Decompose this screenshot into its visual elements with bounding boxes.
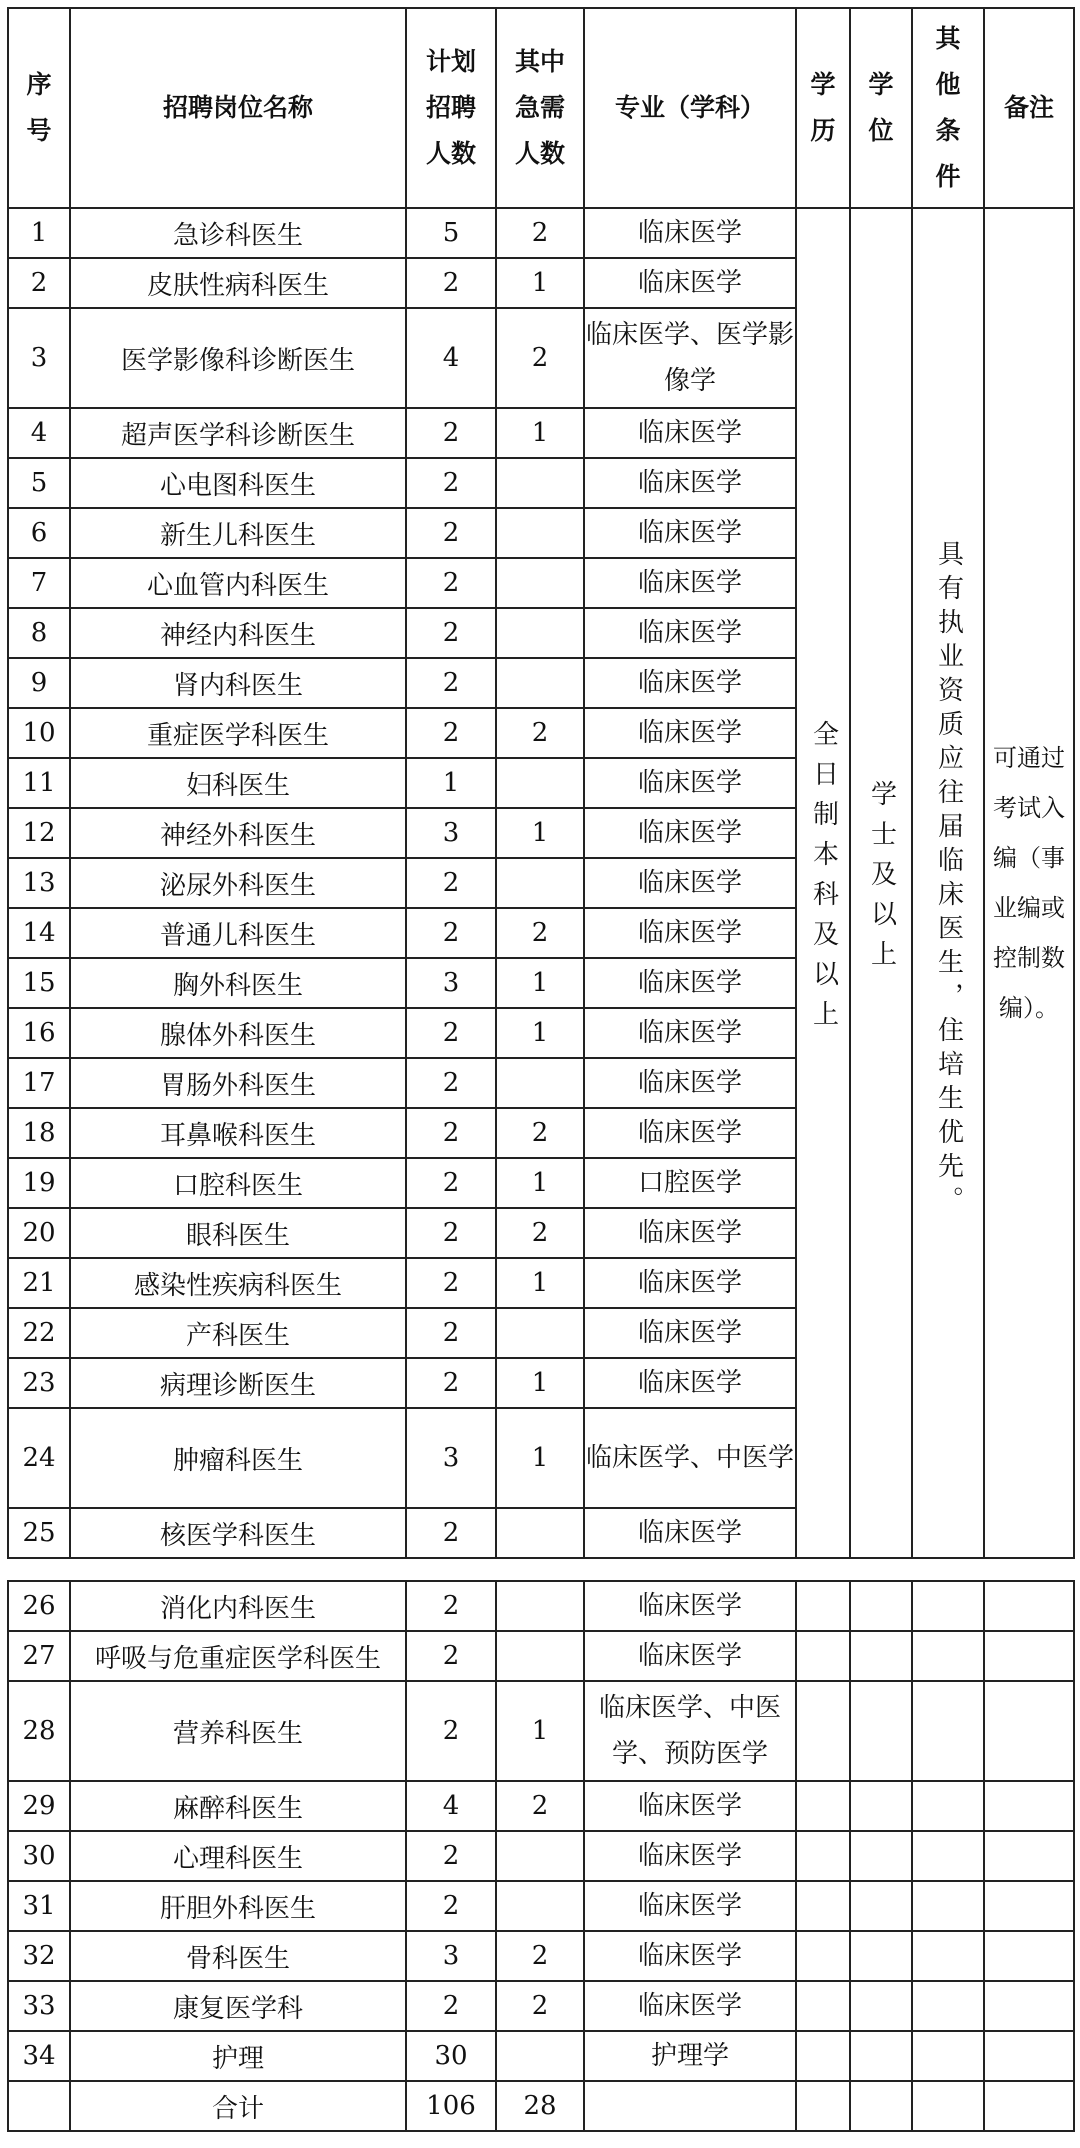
row-position-name: 产科医生 — [70, 1308, 406, 1358]
row-position-name: 胸外科医生 — [70, 958, 406, 1008]
row-position-name: 呼吸与危重症医学科医生 — [70, 1631, 406, 1681]
recruitment-table-part2 — [7, 1580, 1075, 2132]
row-position-name: 重症医学科医生 — [70, 708, 406, 758]
row-urgent-count — [496, 1831, 584, 1881]
row-plan-count: 2 — [406, 858, 496, 908]
education-text: 全日制本科及以上 — [808, 719, 839, 1040]
row-plan-count: 2 — [406, 1881, 496, 1931]
empty-cell — [8, 2081, 70, 2131]
row-position-name: 神经内科医生 — [70, 608, 406, 658]
row-major: 临床医学 — [584, 1358, 796, 1408]
row-urgent-count: 1 — [496, 1258, 584, 1308]
header-degree: 学位 — [850, 8, 912, 208]
row-seq: 4 — [8, 408, 70, 458]
row-seq: 27 — [8, 1631, 70, 1681]
row-urgent-count: 2 — [496, 708, 584, 758]
row-plan-count: 2 — [406, 1581, 496, 1631]
row-position-name: 耳鼻喉科医生 — [70, 1108, 406, 1158]
row-major: 临床医学 — [584, 1508, 796, 1558]
row-plan-count: 2 — [406, 1208, 496, 1258]
row-plan-count: 3 — [406, 958, 496, 1008]
row-seq: 12 — [8, 808, 70, 858]
row-urgent-count — [496, 508, 584, 558]
row-urgent-count — [496, 558, 584, 608]
row-plan-count: 2 — [406, 1108, 496, 1158]
row-seq: 8 — [8, 608, 70, 658]
row-seq: 10 — [8, 708, 70, 758]
empty-cell — [912, 1881, 984, 1931]
row-seq: 29 — [8, 1781, 70, 1831]
total-urgent: 28 — [496, 2081, 584, 2131]
table-row — [8, 208, 1074, 258]
row-position-name: 口腔科医生 — [70, 1158, 406, 1208]
empty-cell — [984, 1631, 1074, 1681]
recruitment-table-part1 — [7, 7, 1075, 1559]
empty-cell — [912, 1681, 984, 1781]
total-plan: 106 — [406, 2081, 496, 2131]
row-urgent-count: 2 — [496, 208, 584, 258]
table-row — [8, 1931, 1074, 1981]
row-seq: 9 — [8, 658, 70, 708]
empty-cell — [984, 1881, 1074, 1931]
row-seq: 23 — [8, 1358, 70, 1408]
row-seq: 1 — [8, 208, 70, 258]
row-seq: 2 — [8, 258, 70, 308]
total-row — [8, 2081, 1074, 2131]
empty-cell — [796, 2031, 850, 2081]
row-plan-count: 2 — [406, 1358, 496, 1408]
row-major: 临床医学 — [584, 958, 796, 1008]
header-remark: 备注 — [984, 8, 1074, 208]
row-position-name: 肝胆外科医生 — [70, 1881, 406, 1931]
row-urgent-count — [496, 1881, 584, 1931]
row-seq: 18 — [8, 1108, 70, 1158]
empty-cell — [850, 1881, 912, 1931]
row-position-name: 妇科医生 — [70, 758, 406, 808]
row-seq: 7 — [8, 558, 70, 608]
row-urgent-count: 1 — [496, 1358, 584, 1408]
row-plan-count: 2 — [406, 708, 496, 758]
row-major: 临床医学 — [584, 758, 796, 808]
row-major: 护理学 — [584, 2031, 796, 2081]
row-urgent-count: 1 — [496, 1158, 584, 1208]
row-seq: 34 — [8, 2031, 70, 2081]
row-major: 临床医学 — [584, 1831, 796, 1881]
remark-text: 可通过考试入编（事业编或控制数编）。 — [993, 744, 1065, 1022]
empty-cell — [796, 1981, 850, 2031]
row-position-name: 心理科医生 — [70, 1831, 406, 1881]
row-position-name: 眼科医生 — [70, 1208, 406, 1258]
row-plan-count: 2 — [406, 1981, 496, 2031]
empty-cell — [984, 1781, 1074, 1831]
row-position-name: 医学影像科诊断医生 — [70, 308, 406, 408]
row-plan-count: 2 — [406, 1008, 496, 1058]
row-major: 临床医学 — [584, 1631, 796, 1681]
row-position-name: 营养科医生 — [70, 1681, 406, 1781]
row-seq: 28 — [8, 1681, 70, 1781]
row-plan-count: 2 — [406, 508, 496, 558]
row-plan-count: 1 — [406, 758, 496, 808]
table-row — [8, 2031, 1074, 2081]
header-plan: 计划招聘人数 — [406, 8, 496, 208]
row-urgent-count — [496, 1581, 584, 1631]
row-seq: 26 — [8, 1581, 70, 1631]
empty-cell — [796, 1881, 850, 1931]
row-urgent-count: 1 — [496, 958, 584, 1008]
row-plan-count: 30 — [406, 2031, 496, 2081]
row-urgent-count — [496, 1631, 584, 1681]
empty-cell — [796, 1781, 850, 1831]
header-major: 专业（学科） — [584, 8, 796, 208]
row-major: 临床医学 — [584, 908, 796, 958]
other-conditions — [912, 208, 984, 1558]
row-plan-count: 3 — [406, 1931, 496, 1981]
empty-cell — [796, 1831, 850, 1881]
row-urgent-count: 2 — [496, 1208, 584, 1258]
row-urgent-count: 1 — [496, 1008, 584, 1058]
row-urgent-count: 1 — [496, 408, 584, 458]
row-position-name: 护理 — [70, 2031, 406, 2081]
row-urgent-count: 2 — [496, 1108, 584, 1158]
row-seq: 14 — [8, 908, 70, 958]
row-plan-count: 2 — [406, 558, 496, 608]
table-row — [8, 1881, 1074, 1931]
empty-cell — [796, 1931, 850, 1981]
empty-cell — [912, 1831, 984, 1881]
empty-cell — [912, 1631, 984, 1681]
header-other: 其他条件 — [912, 8, 984, 208]
row-major: 临床医学 — [584, 1981, 796, 2031]
row-urgent-count — [496, 1308, 584, 1358]
table-row — [8, 1581, 1074, 1631]
empty-cell — [912, 2081, 984, 2131]
empty-cell — [984, 1981, 1074, 2031]
row-seq: 30 — [8, 1831, 70, 1881]
degree-requirement — [850, 208, 912, 1558]
header-seq: 序号 — [8, 8, 70, 208]
row-major: 临床医学 — [584, 1931, 796, 1981]
empty-cell — [850, 2031, 912, 2081]
row-major: 临床医学 — [584, 1781, 796, 1831]
row-seq: 6 — [8, 508, 70, 558]
degree-text: 学士及以上 — [866, 779, 897, 980]
row-position-name: 普通儿科医生 — [70, 908, 406, 958]
empty-cell — [984, 1681, 1074, 1781]
row-urgent-count — [496, 458, 584, 508]
row-seq: 22 — [8, 1308, 70, 1358]
row-urgent-count: 2 — [496, 908, 584, 958]
row-plan-count: 4 — [406, 1781, 496, 1831]
row-urgent-count: 2 — [496, 1781, 584, 1831]
row-plan-count: 2 — [406, 658, 496, 708]
header-urgent: 其中急需人数 — [496, 8, 584, 208]
table-row — [8, 1631, 1074, 1681]
row-position-name: 腺体外科医生 — [70, 1008, 406, 1058]
row-plan-count: 2 — [406, 608, 496, 658]
row-major: 临床医学 — [584, 658, 796, 708]
row-plan-count: 2 — [406, 458, 496, 508]
row-major: 临床医学 — [584, 1008, 796, 1058]
education-requirement — [796, 208, 850, 1558]
empty-cell — [912, 2031, 984, 2081]
row-urgent-count: 1 — [496, 1408, 584, 1508]
row-seq: 17 — [8, 1058, 70, 1108]
row-major: 临床医学 — [584, 858, 796, 908]
row-major: 临床医学、医学影像学 — [584, 308, 796, 408]
row-urgent-count — [496, 758, 584, 808]
row-major: 临床医学 — [584, 258, 796, 308]
row-position-name: 急诊科医生 — [70, 208, 406, 258]
row-plan-count: 2 — [406, 1631, 496, 1681]
table-row — [8, 1781, 1074, 1831]
header-row — [8, 8, 1074, 208]
empty-cell — [912, 1781, 984, 1831]
row-major: 临床医学 — [584, 1108, 796, 1158]
empty-cell — [796, 1581, 850, 1631]
empty-cell — [584, 2081, 796, 2131]
empty-cell — [850, 1681, 912, 1781]
row-seq: 13 — [8, 858, 70, 908]
row-seq: 15 — [8, 958, 70, 1008]
total-label: 合计 — [70, 2081, 406, 2131]
row-seq: 25 — [8, 1508, 70, 1558]
empty-cell — [850, 2081, 912, 2131]
row-plan-count: 2 — [406, 1158, 496, 1208]
header-edu: 学历 — [796, 8, 850, 208]
row-seq: 21 — [8, 1258, 70, 1308]
row-urgent-count: 2 — [496, 308, 584, 408]
row-major: 临床医学 — [584, 1308, 796, 1358]
row-plan-count: 2 — [406, 1308, 496, 1358]
row-seq: 16 — [8, 1008, 70, 1058]
row-seq: 20 — [8, 1208, 70, 1258]
row-position-name: 病理诊断医生 — [70, 1358, 406, 1408]
row-major: 临床医学 — [584, 208, 796, 258]
row-major: 临床医学、中医学、预防医学 — [584, 1681, 796, 1781]
row-position-name: 胃肠外科医生 — [70, 1058, 406, 1108]
empty-cell — [912, 1981, 984, 2031]
row-position-name: 麻醉科医生 — [70, 1781, 406, 1831]
empty-cell — [850, 1981, 912, 2031]
row-position-name: 泌尿外科医生 — [70, 858, 406, 908]
row-major: 临床医学 — [584, 808, 796, 858]
row-major: 临床医学 — [584, 408, 796, 458]
row-urgent-count — [496, 1058, 584, 1108]
row-position-name: 消化内科医生 — [70, 1581, 406, 1631]
row-major: 临床医学 — [584, 458, 796, 508]
row-position-name: 新生儿科医生 — [70, 508, 406, 558]
table-row — [8, 1831, 1074, 1881]
row-seq: 31 — [8, 1881, 70, 1931]
empty-cell — [796, 2081, 850, 2131]
other-conditions-text: 具有执业资质应往届临床医生，住培生优先。 — [933, 539, 964, 1220]
empty-cell — [984, 2081, 1074, 2131]
row-major: 临床医学 — [584, 1581, 796, 1631]
row-seq: 24 — [8, 1408, 70, 1508]
row-seq: 33 — [8, 1981, 70, 2031]
row-position-name: 康复医学科 — [70, 1981, 406, 2031]
empty-cell — [850, 1631, 912, 1681]
row-position-name: 神经外科医生 — [70, 808, 406, 858]
row-major: 临床医学、中医学 — [584, 1408, 796, 1508]
empty-cell — [984, 1831, 1074, 1881]
row-plan-count: 2 — [406, 1258, 496, 1308]
empty-cell — [850, 1831, 912, 1881]
row-plan-count: 2 — [406, 1058, 496, 1108]
row-position-name: 心电图科医生 — [70, 458, 406, 508]
table-row — [8, 1681, 1074, 1781]
row-plan-count: 3 — [406, 1408, 496, 1508]
row-position-name: 超声医学科诊断医生 — [70, 408, 406, 458]
row-urgent-count — [496, 1508, 584, 1558]
row-major: 口腔医学 — [584, 1158, 796, 1208]
empty-cell — [850, 1931, 912, 1981]
row-major: 临床医学 — [584, 708, 796, 758]
empty-cell — [912, 1931, 984, 1981]
row-urgent-count — [496, 658, 584, 708]
row-plan-count: 3 — [406, 808, 496, 858]
table-row — [8, 1981, 1074, 2031]
remark — [984, 208, 1074, 1558]
row-seq: 32 — [8, 1931, 70, 1981]
row-plan-count: 2 — [406, 908, 496, 958]
row-urgent-count: 1 — [496, 808, 584, 858]
row-seq: 3 — [8, 308, 70, 408]
header-position: 招聘岗位名称 — [70, 8, 406, 208]
empty-cell — [850, 1581, 912, 1631]
row-position-name: 骨科医生 — [70, 1931, 406, 1981]
empty-cell — [850, 1781, 912, 1831]
row-urgent-count — [496, 2031, 584, 2081]
row-major: 临床医学 — [584, 508, 796, 558]
row-plan-count: 2 — [406, 1681, 496, 1781]
row-urgent-count — [496, 858, 584, 908]
row-major: 临床医学 — [584, 1058, 796, 1108]
row-urgent-count: 1 — [496, 258, 584, 308]
row-plan-count: 2 — [406, 1831, 496, 1881]
empty-cell — [984, 1581, 1074, 1631]
row-plan-count: 4 — [406, 308, 496, 408]
row-plan-count: 2 — [406, 1508, 496, 1558]
row-position-name: 肾内科医生 — [70, 658, 406, 708]
row-major: 临床医学 — [584, 1258, 796, 1308]
row-plan-count: 2 — [406, 408, 496, 458]
empty-cell — [912, 1581, 984, 1631]
row-position-name: 皮肤性病科医生 — [70, 258, 406, 308]
row-position-name: 心血管内科医生 — [70, 558, 406, 608]
empty-cell — [796, 1681, 850, 1781]
empty-cell — [984, 2031, 1074, 2081]
empty-cell — [984, 1931, 1074, 1981]
row-position-name: 核医学科医生 — [70, 1508, 406, 1558]
row-urgent-count: 2 — [496, 1981, 584, 2031]
row-seq: 5 — [8, 458, 70, 508]
row-urgent-count: 1 — [496, 1681, 584, 1781]
row-major: 临床医学 — [584, 608, 796, 658]
row-major: 临床医学 — [584, 1208, 796, 1258]
row-major: 临床医学 — [584, 1881, 796, 1931]
row-position-name: 肿瘤科医生 — [70, 1408, 406, 1508]
row-plan-count: 5 — [406, 208, 496, 258]
row-plan-count: 2 — [406, 258, 496, 308]
row-urgent-count — [496, 608, 584, 658]
row-position-name: 感染性疾病科医生 — [70, 1258, 406, 1308]
row-seq: 19 — [8, 1158, 70, 1208]
empty-cell — [796, 1631, 850, 1681]
row-seq: 11 — [8, 758, 70, 808]
row-urgent-count: 2 — [496, 1931, 584, 1981]
row-major: 临床医学 — [584, 558, 796, 608]
